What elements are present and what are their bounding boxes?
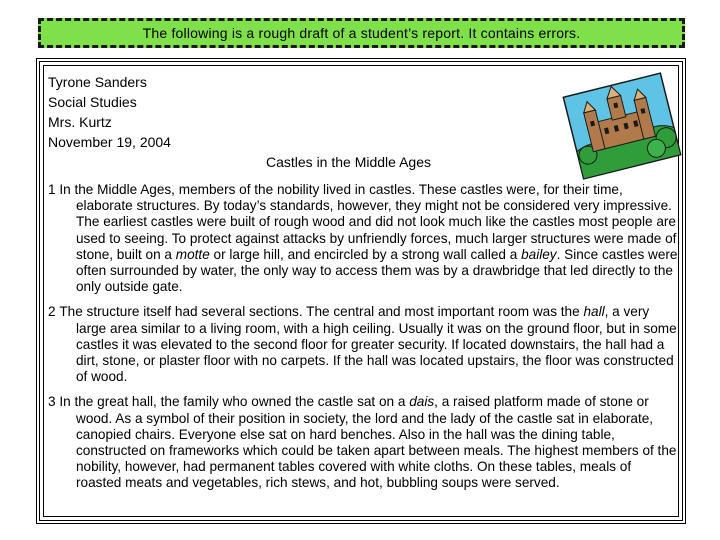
paragraph-text bbox=[59, 182, 677, 294]
text-run: In the Middle Ages, members of the nobility lived in castles. These castles were, for their time, elaborate structures. By today’s standards, however, they might not be considered very impressive. The earliest castles were built of rough wood and did not look much like the castles most people are used to seeing. To protect against attacks by unfriendly forces, much larger structures were made of stone, built on a bbox=[59, 182, 677, 262]
paragraph-1 bbox=[48, 182, 680, 295]
text-run: The structure itself had several sections. The central and most important room was the bbox=[59, 304, 584, 320]
italic-term: motte bbox=[175, 246, 210, 262]
report-date: November 19, 2004 bbox=[48, 134, 171, 150]
notice-banner bbox=[38, 18, 685, 48]
text-run: , a very large area similar to a living room, with a high ceiling. Usually it was on the ground floor, but in some castles it was elevated to the second floor for greater security. If located downstairs, the hall had a dirt, stone, or plaster floor with no carpets. If the hall was located upstairs, the floor was constructed of wood. bbox=[76, 304, 677, 385]
notice-banner-text: The following is a rough draft of a student’s report. It contains errors. bbox=[142, 25, 581, 41]
italic-term: dais bbox=[409, 394, 435, 410]
paragraph-text bbox=[59, 394, 676, 490]
paragraph-2 bbox=[48, 304, 680, 385]
paragraph-3 bbox=[48, 394, 680, 491]
paragraph-number: 2 bbox=[48, 304, 56, 320]
paragraph-number: 1 bbox=[48, 182, 56, 197]
text-run: In the great hall, the family who owned the castle sat on a bbox=[59, 394, 410, 410]
report-header bbox=[48, 72, 171, 152]
report-title: Castles in the Middle Ages bbox=[266, 154, 431, 170]
text-run: or large hill, and encircled by a strong wall called a bbox=[209, 246, 522, 262]
teacher-name: Mrs. Kurtz bbox=[48, 114, 112, 130]
italic-term: hall bbox=[583, 304, 605, 320]
paragraph-text bbox=[59, 304, 676, 384]
castle-icon bbox=[558, 70, 686, 182]
text-run: . Since castles were often surrounded by water, the only way to access them was by a drawbridge that led directly to the only outside gate. bbox=[76, 246, 678, 295]
paragraph-number: 3 bbox=[48, 394, 56, 410]
text-run: , a raised platform made of stone or wood. As a symbol of their position in society, the lord and the lady of the castle sat in elaborate, canopied chairs. Everyone else sat on hard benches. Also in the hall was the dining table, constructed on frameworks which could be taken apart between meals. The highest members of the nobility, however, had permanent tables covered with white cloths. On these tables, meals of roasted meats and vegetables, rich stews, and hot, bubbling soups were served. bbox=[76, 394, 677, 491]
student-name: Tyrone Sanders bbox=[48, 74, 147, 90]
subject: Social Studies bbox=[48, 94, 137, 110]
report-body bbox=[48, 182, 680, 501]
italic-term: bailey bbox=[521, 246, 557, 262]
